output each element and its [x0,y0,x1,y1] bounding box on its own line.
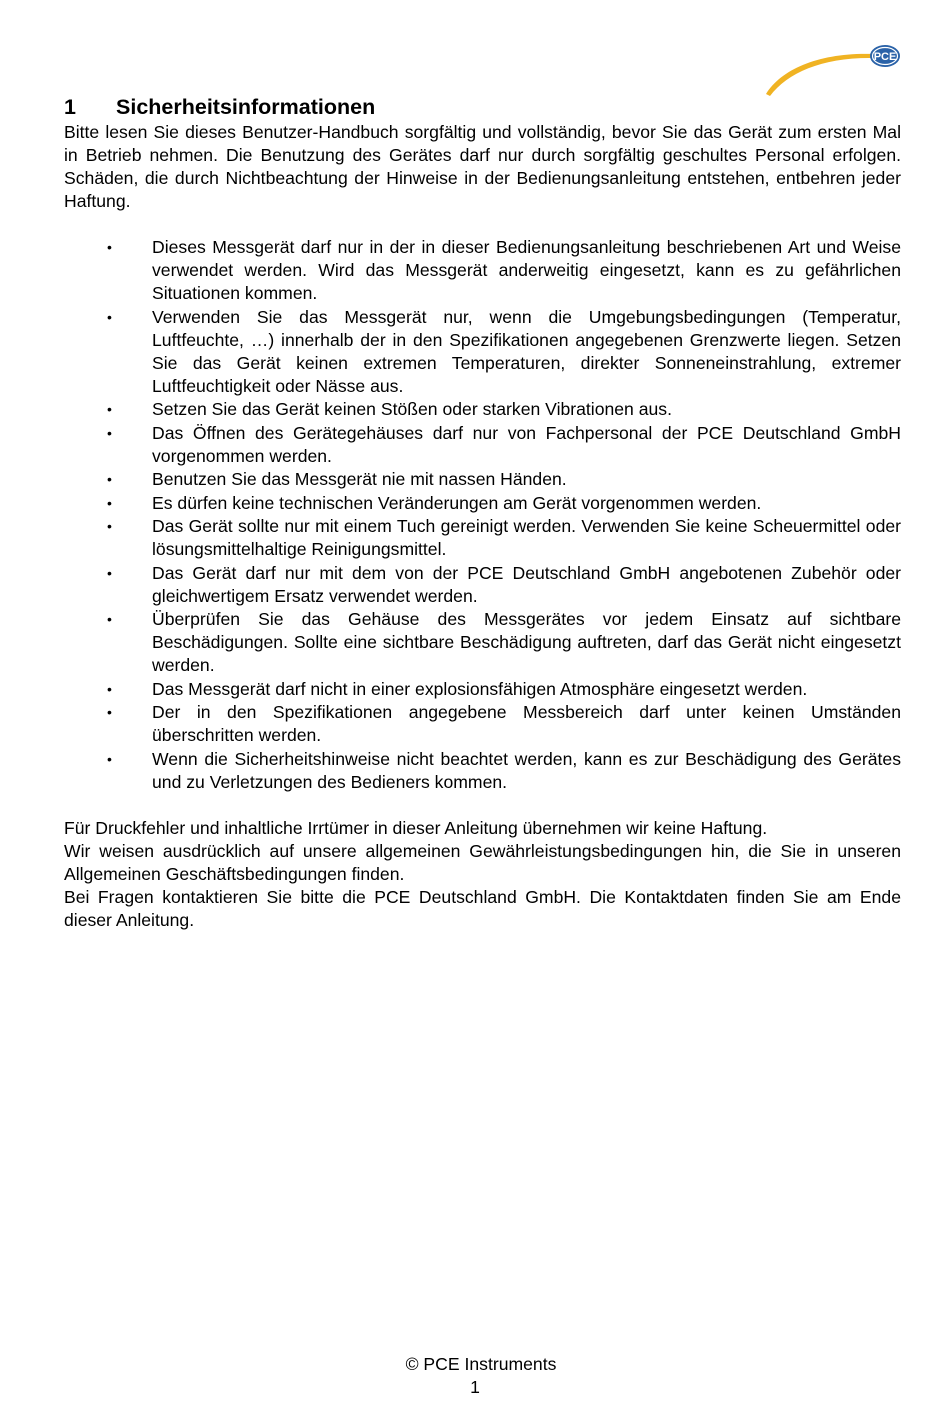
list-item: • Dieses Messgerät darf nur in der in dieser Bedienungsanleitung beschriebenen Art und Weise verwendet werden. Wird das Messgerät anderweitig eingesetzt, kann es zu gefährlichen Situationen kommen. [64,236,901,305]
pce-logo-graphic [762,40,912,100]
section-heading [64,93,901,121]
list-item: • Das Öffnen des Gerätegehäuses darf nur von Fachpersonal der PCE Deutschland GmbH vorgenommen werden. [64,422,901,468]
closing-section [64,817,901,932]
intro-paragraph: Bitte lesen Sie dieses Benutzer-Handbuch sorgfältig und vollständig, bevor Sie das Gerät zum ersten Mal in Betrieb nehmen. Die Benutzung des Gerätes darf nur durch sorgfältig geschultes Personal erfolgen. Schäden, die durch Nichtbeachtung der Hinweise in der Bedienungsanleitung entstehen, entbehren jeder Haftung. [64,122,901,211]
liability-note: Für Druckfehler und inhaltliche Irrtümer in dieser Anleitung übernehmen wir keine Haftung. [64,817,768,838]
page-footer [0,1353,950,1399]
safety-list [64,236,901,794]
list-item: • Setzen Sie das Gerät keinen Stößen oder starken Vibrationen aus. [64,398,901,421]
copyright-text: © PCE Instruments [405,1354,557,1374]
section-title: Sicherheitsinformationen [116,95,376,119]
list-item: • Es dürfen keine technischen Veränderungen am Gerät vorgenommen werden. [64,492,901,515]
list-item: • Der in den Spezifikationen angegebene Messbereich darf unter keinen Umständen überschritten werden. [64,701,901,747]
warranty-note: Wir weisen ausdrücklich auf unsere allgemeinen Gewährleistungsbedingungen hin, die Sie in unseren Allgemeinen Geschäftsbedingungen finden. [64,840,901,884]
logo-swoosh [766,54,874,96]
list-item: • Das Messgerät darf nicht in einer explosionsfähigen Atmosphäre eingesetzt werden. [64,678,901,701]
list-item: • Verwenden Sie das Messgerät nur, wenn die Umgebungsbedingungen (Temperatur, Luftfeuchte, …) innerhalb der in den Spezifikationen angegebenen Grenzwerte liegen. Setzen Sie das Gerät keinen extremen Temperaturen, direkter Sonneneinstrahlung, extremer Luftfeuchtigkeit oder Nässe aus. [64,306,901,398]
contact-note: Bei Fragen kontaktieren Sie bitte die PCE Deutschland GmbH. Die Kontaktdaten finden Sie am Ende dieser Anleitung. [64,886,901,930]
pce-logo [762,40,912,100]
list-item: • Überprüfen Sie das Gehäuse des Messgerätes vor jedem Einsatz auf sichtbare Beschädigungen. Sollte eine sichtbare Beschädigung auftreten, darf das Gerät nicht eingesetzt werden. [64,608,901,677]
list-item: • Das Gerät darf nur mit dem von der PCE Deutschland GmbH angebotenen Zubehör oder gleichwertigem Ersatz verwendet werden. [64,562,901,608]
list-item: • Benutzen Sie das Messgerät nie mit nassen Händen. [64,468,901,491]
list-item: • Das Gerät sollte nur mit einem Tuch gereinigt werden. Verwenden Sie keine Scheuermittel oder lösungsmittelhaltige Reinigungsmittel. [64,515,901,561]
page-number: 1 [470,1377,480,1397]
list-item: • Wenn die Sicherheitshinweise nicht beachtet werden, kann es zur Beschädigung des Gerätes und zu Verletzungen des Bedieners kommen. [64,748,901,794]
logo-text: PCE [873,51,897,63]
page-content [64,93,901,932]
section-number: 1 [64,95,76,119]
